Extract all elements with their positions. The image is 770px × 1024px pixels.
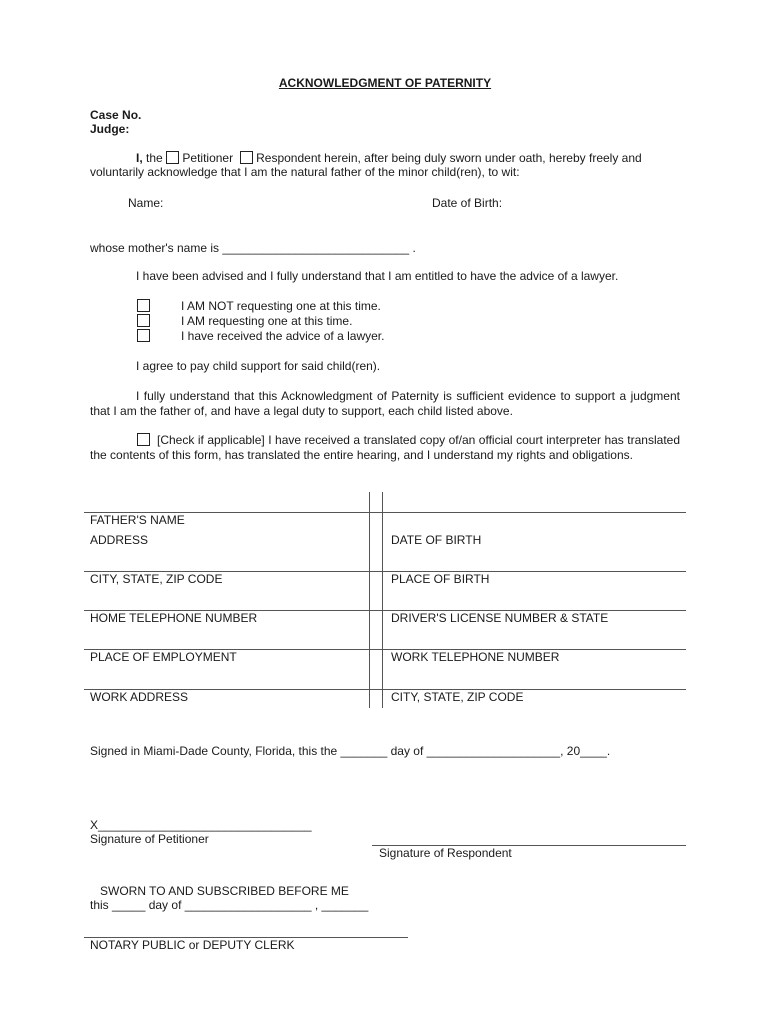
intro-line-1: [136, 151, 642, 166]
name-label: Name:: [128, 196, 164, 210]
requesting-checkbox[interactable]: [137, 314, 150, 327]
notary-label: NOTARY PUBLIC or DEPUTY CLERK: [90, 938, 295, 952]
table-divider-right: [382, 492, 383, 708]
address-field[interactable]: ADDRESS: [90, 533, 149, 547]
petitioner-signature-label: Signature of Petitioner: [90, 832, 209, 846]
this-day-line: this _____ day of ___________________ , _______: [90, 898, 369, 912]
place-of-employment-field[interactable]: PLACE OF EMPLOYMENT: [90, 650, 237, 664]
work-city-state-zip-field[interactable]: CITY, STATE, ZIP CODE: [391, 690, 524, 704]
sworn-line: SWORN TO AND SUBSCRIBED BEFORE ME: [100, 884, 349, 898]
document-title: ACKNOWLEDGMENT OF PATERNITY: [278, 76, 492, 90]
home-telephone-field[interactable]: HOME TELEPHONE NUMBER: [90, 611, 258, 625]
received-advice-label: I have received the advice of a lawyer.: [181, 329, 385, 343]
intro-line-2: voluntarily acknowledge that I am the natural father of the minor child(ren), to wit:: [90, 165, 520, 179]
advised-line: I have been advised and I fully understand that I am entitled to have the advice of a lawyer.: [136, 269, 619, 283]
intro-i-prefix: I,: [136, 151, 143, 165]
date-of-birth-field[interactable]: DATE OF BIRTH: [391, 533, 482, 547]
respondent-text: Respondent herein, after being duly sworn under oath, hereby freely and: [256, 151, 642, 165]
not-requesting-checkbox[interactable]: [137, 299, 150, 312]
child-support-line: I agree to pay child support for said child(ren).: [136, 359, 381, 373]
dob-label: Date of Birth:: [432, 196, 503, 210]
intro-the: the: [146, 151, 163, 165]
judge-label: Judge:: [90, 122, 130, 136]
place-of-birth-field[interactable]: PLACE OF BIRTH: [391, 572, 490, 586]
respondent-signature-label: Signature of Respondent: [379, 846, 512, 860]
petitioner-signature-line[interactable]: X________________________________: [90, 818, 312, 832]
petitioner-label: Petitioner: [182, 151, 234, 165]
petitioner-checkbox[interactable]: [166, 151, 179, 164]
case-no-label: Case No.: [90, 108, 142, 122]
work-telephone-field[interactable]: WORK TELEPHONE NUMBER: [391, 650, 560, 664]
table-divider-left: [369, 492, 370, 708]
sufficient-evidence-paragraph: I fully understand that this Acknowledgment of Paternity is sufficient evidence to support a judgment that I am the father of, and have a legal duty to support, each child listed above.: [90, 389, 680, 418]
fathers-name-field[interactable]: FATHER'S NAME: [90, 513, 185, 527]
city-state-zip-field[interactable]: CITY, STATE, ZIP CODE: [90, 572, 223, 586]
drivers-license-field[interactable]: DRIVER'S LICENSE NUMBER & STATE: [391, 611, 609, 625]
not-requesting-label: I AM NOT requesting one at this time.: [181, 299, 381, 313]
received-advice-checkbox[interactable]: [137, 329, 150, 342]
translated-paragraph: [Check if applicable] I have received a translated copy of/an official court interpreter has translated the contents of this form, has translated the entire hearing, and I understand my rights and obligations.: [90, 433, 680, 462]
signed-line: Signed in Miami-Dade County, Florida, this the _______ day of ____________________, 20____.: [90, 744, 611, 758]
work-address-field[interactable]: WORK ADDRESS: [90, 690, 189, 704]
mother-name-line: whose mother's name is ____________________________ .: [90, 241, 416, 255]
requesting-label: I AM requesting one at this time.: [181, 314, 353, 328]
respondent-checkbox[interactable]: [240, 151, 253, 164]
